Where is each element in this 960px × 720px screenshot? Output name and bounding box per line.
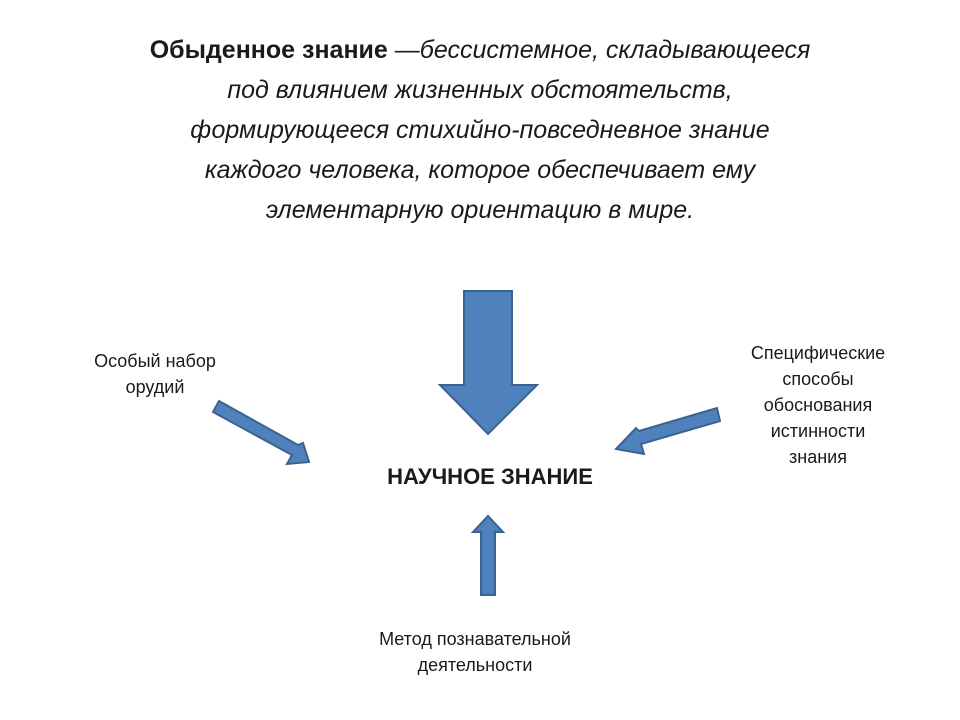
down-arrow-icon (440, 291, 537, 434)
center-title: НАУЧНОЕ ЗНАНИЕ (387, 464, 593, 489)
label-tools (60, 348, 250, 400)
label-tools-line-2: орудий (125, 377, 185, 397)
label-method-line-1: Метод познавательной (379, 629, 571, 649)
label-justification-line-5: знания (789, 447, 847, 467)
label-justification-line-2: способы (782, 369, 854, 389)
intro-definition-line-3: формирующееся стихийно-повседневное знание (190, 116, 770, 144)
diagonal-arrow-left-icon (213, 401, 309, 464)
intro-definition-line-1: бессистемное, складывающееся (419, 36, 811, 64)
diagonal-arrow-right-icon (616, 408, 720, 454)
intro-definition-line-2: под влиянием жизненных обстоятельств, (227, 76, 733, 104)
label-justification-line-4: истинности (770, 421, 866, 441)
intro-term: Обыденное знание (149, 36, 388, 64)
label-justification (718, 340, 918, 470)
intro-definition-line-5: элементарную ориентацию в мире. (265, 196, 695, 224)
label-tools-line-1: Особый набор (94, 351, 216, 371)
up-arrow-icon (473, 516, 503, 595)
intro-definition-line-4: каждого человека, которое обеспечивает ему (204, 156, 756, 184)
label-method (320, 626, 630, 678)
label-justification-line-3: обоснования (763, 395, 873, 415)
label-method-line-2: деятельности (417, 655, 533, 675)
label-justification-line-1: Специфические (750, 343, 886, 363)
intro-dash: — (387, 36, 420, 64)
